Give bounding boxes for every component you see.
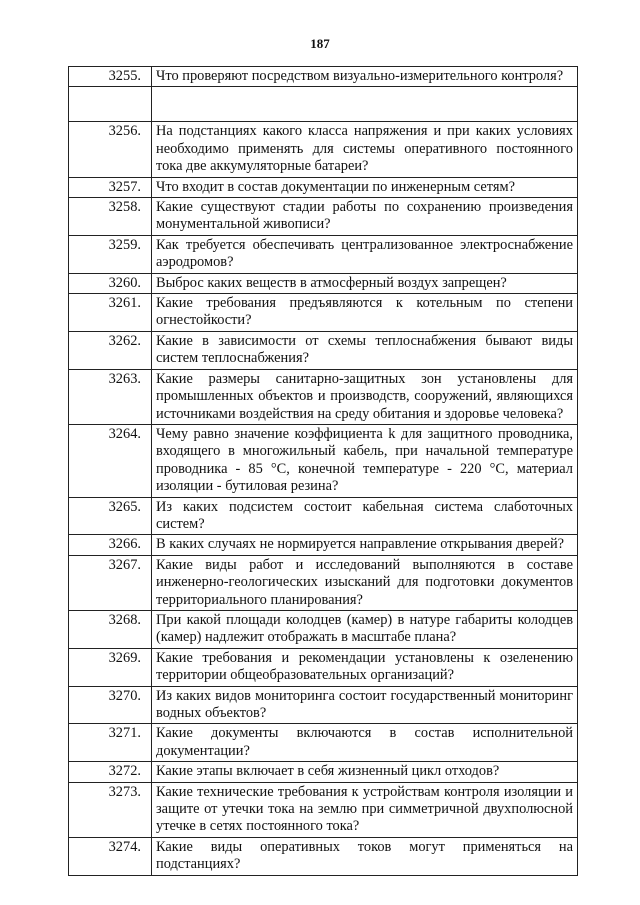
table-row <box>69 648 578 686</box>
question-text: Какие требования и рекомендации установлены к озеленению территории общеобразовательных организаций? <box>152 648 578 686</box>
table-row <box>69 122 578 177</box>
table-row <box>69 837 578 875</box>
table-row <box>69 294 578 332</box>
question-text: Выброс каких веществ в атмосферный воздух запрещен? <box>152 273 578 293</box>
question-number: 3256. <box>69 122 152 177</box>
table-row <box>69 724 578 762</box>
table-row <box>69 497 578 535</box>
question-text: Какие размеры санитарно-защитных зон установлены для промышленных объектов и производств, сооружений, являющихся источниками воздействия на среду обитания и здоровье человека? <box>152 369 578 424</box>
question-number: 3264. <box>69 424 152 497</box>
questions-table <box>68 66 578 876</box>
table-row <box>69 235 578 273</box>
question-text: Как требуется обеспечивать централизованное электроснабжение аэродромов? <box>152 235 578 273</box>
table-row <box>69 762 578 782</box>
table-row <box>69 177 578 197</box>
question-number: 3265. <box>69 497 152 535</box>
table-row <box>69 67 578 87</box>
table-row <box>69 610 578 648</box>
table-row <box>69 782 578 837</box>
question-text: Какие требования предъявляются к котельным по степени огнестойкости? <box>152 294 578 332</box>
question-number: 3257. <box>69 177 152 197</box>
question-text: Что входит в состав документации по инженерным сетям? <box>152 177 578 197</box>
question-text: Чему равно значение коэффициента k для защитного проводника, входящего в многожильный кабель, при начальной температуре проводника - 85 °С, конечной температуре - 220 °С, материал изоляции - бутиловая резина? <box>152 424 578 497</box>
question-number: 3259. <box>69 235 152 273</box>
question-text: Какие документы включаются в состав исполнительной документации? <box>152 724 578 762</box>
table-row <box>69 535 578 555</box>
table-row <box>69 198 578 236</box>
table-row <box>69 331 578 369</box>
question-text: На подстанциях какого класса напряжения и при каких условиях необходимо применять для системы оперативного постоянного тока две аккумуляторные батареи? <box>152 122 578 177</box>
question-text: Какие в зависимости от схемы теплоснабжения бывают виды систем теплоснабжения? <box>152 331 578 369</box>
table-row <box>69 686 578 724</box>
question-text: Какие виды работ и исследований выполняются в составе инженерно-геологических изысканий для подготовки документов территориального планирования? <box>152 555 578 610</box>
table-row <box>69 555 578 610</box>
table-row <box>69 424 578 497</box>
question-number: 3262. <box>69 331 152 369</box>
question-text: При какой площади колодцев (камер) в натуре габариты колодцев (камер) надлежит отображать в масштабе плана? <box>152 610 578 648</box>
question-text: Из каких видов мониторинга состоит государственный мониторинг водных объектов? <box>152 686 578 724</box>
question-number: 3267. <box>69 555 152 610</box>
question-number: 3269. <box>69 648 152 686</box>
question-number: 3274. <box>69 837 152 875</box>
question-text: Какие технические требования к устройствам контроля изоляции и защите от утечки тока на землю при симметричной двухполюсной утечке в сетях постоянного тока? <box>152 782 578 837</box>
question-number: 3270. <box>69 686 152 724</box>
table-row-spacer <box>69 87 578 122</box>
question-number: 3268. <box>69 610 152 648</box>
question-text: Какие этапы включает в себя жизненный цикл отходов? <box>152 762 578 782</box>
question-number: 3258. <box>69 198 152 236</box>
table-row <box>69 369 578 424</box>
question-text: Из каких подсистем состоит кабельная система слаботочных систем? <box>152 497 578 535</box>
question-text: Какие виды оперативных токов могут применяться на подстанциях? <box>152 837 578 875</box>
question-text: Что проверяют посредством визуально-измерительного контроля? <box>152 67 578 87</box>
question-text: В каких случаях не нормируется направление открывания дверей? <box>152 535 578 555</box>
question-number: 3271. <box>69 724 152 762</box>
table-row <box>69 273 578 293</box>
question-text: Какие существуют стадии работы по сохранению произведения монументальной живописи? <box>152 198 578 236</box>
question-number: 3260. <box>69 273 152 293</box>
page-number: 187 <box>310 36 330 51</box>
question-number: 3263. <box>69 369 152 424</box>
question-number: 3261. <box>69 294 152 332</box>
question-number: 3273. <box>69 782 152 837</box>
question-number: 3266. <box>69 535 152 555</box>
question-number: 3272. <box>69 762 152 782</box>
question-number: 3255. <box>69 67 152 87</box>
